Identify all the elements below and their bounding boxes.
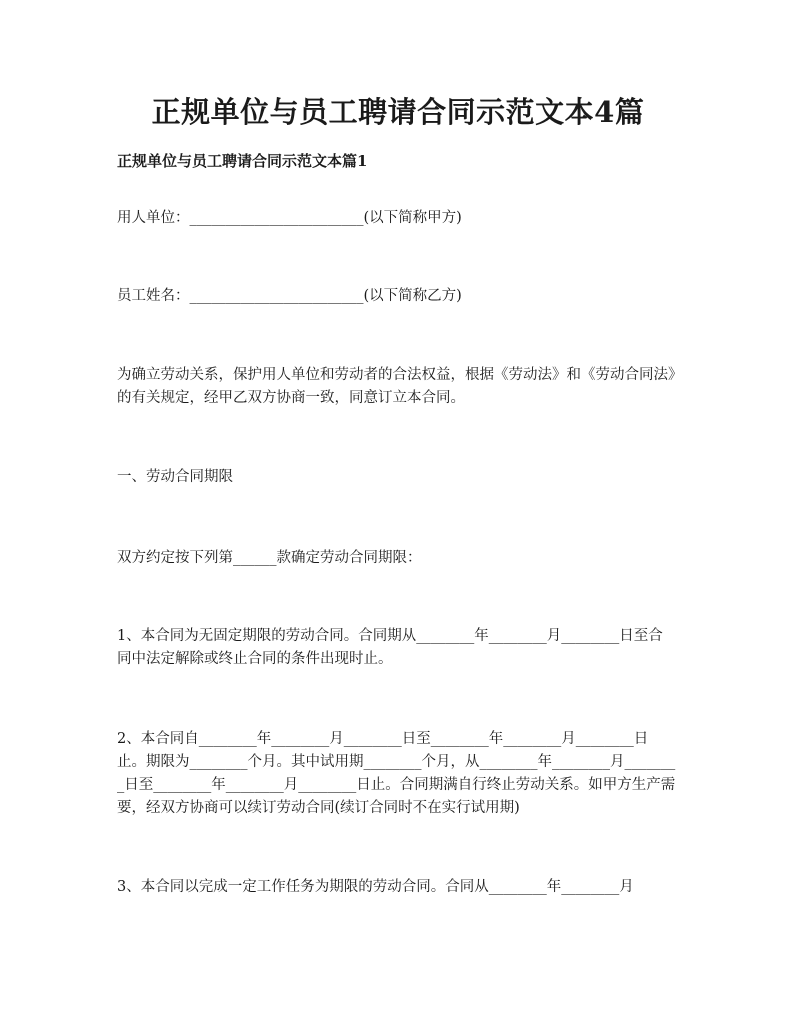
clause-paragraph: 双方约定按下列第______款确定劳动合同期限：: [117, 550, 422, 566]
clause-item-2: 2、本合同自________年________月________日至________年________月________日止。期限为________个月。其中试用期________个月，从________年________月________日至________年________月________日止。合同期满自行终止劳动关系。如甲方生产需要，经双方协商可以续订劳动合同(续订合同时不在实行试用期): [117, 731, 676, 816]
employee-line: 员工姓名：________________________(以下简称乙方): [117, 288, 462, 304]
employer-line: 用人单位：________________________(以下简称甲方): [117, 210, 462, 226]
document-title: 正规单位与员工聘请合同示范文本4篇: [151, 95, 645, 129]
preamble-paragraph: 为确立劳动关系，保护用人单位和劳动者的合法权益，根据《劳动法》和《劳动合同法》的有关规定，经甲乙双方协商一致，同意订立本合同。: [117, 367, 676, 406]
clause-heading: 一、劳动合同期限: [117, 469, 233, 485]
section-heading: 正规单位与员工聘请合同示范文本篇1: [117, 152, 368, 170]
clause-item-3: 3、本合同以完成一定工作任务为期限的劳动合同。合同从________年________月: [117, 879, 634, 895]
clause-item-1: 1、本合同为无固定期限的劳动合同。合同期从________年________月________日至合同中法定解除或终止合同的条件出现时止。: [117, 628, 663, 667]
